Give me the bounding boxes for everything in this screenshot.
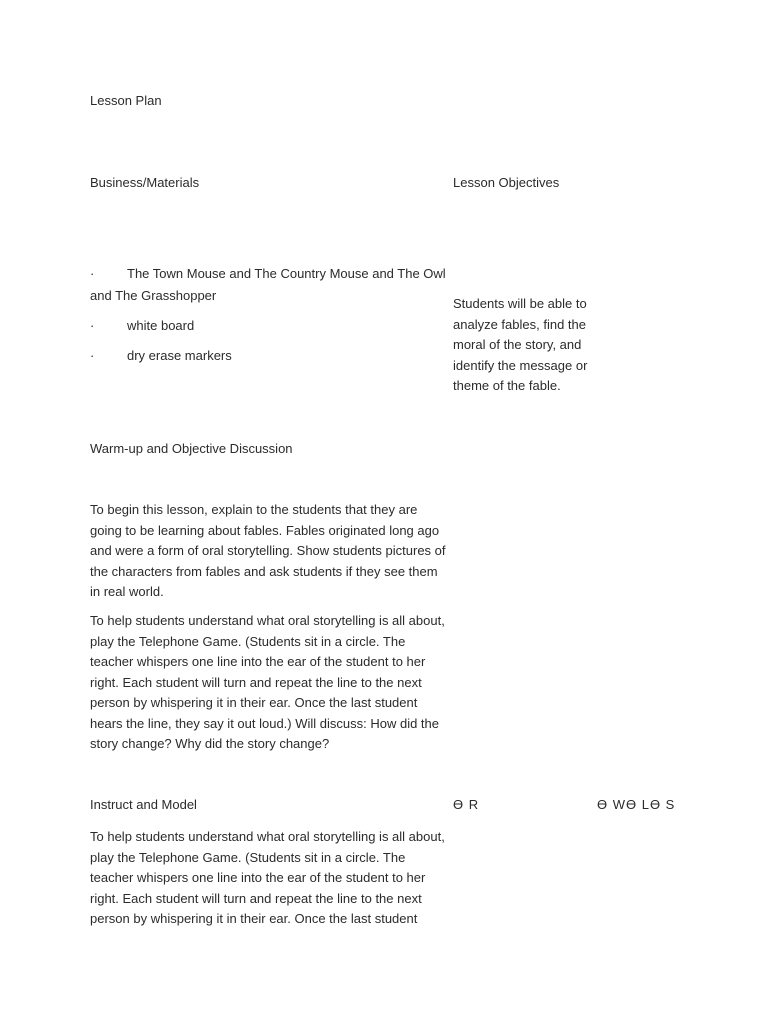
warm-up-paragraph-2	[90, 611, 445, 755]
text-line: person by whispering it in their ear. Once the last student	[90, 911, 418, 926]
text-line: theme of the fable.	[453, 378, 561, 393]
text-line: teacher whispers one line into the ear of the student to her	[90, 654, 426, 669]
business-materials-heading: Business/Materials	[90, 175, 200, 190]
instruct-model-paragraph	[90, 827, 445, 930]
bullet-icon: ·	[90, 266, 95, 281]
text-line: play the Telephone Game. (Students sit in a circle. The	[90, 633, 406, 649]
text-line: in real world.	[90, 584, 164, 599]
text-line: going to be learning about fables. Fables originated long ago	[90, 522, 440, 538]
text-line: hears the line, they say it out loud.) Will discuss: How did the	[90, 715, 439, 731]
text-line: moral of the story, and	[453, 337, 582, 352]
lesson-objectives-text	[453, 294, 587, 397]
column-2-heading: ϴ R	[453, 797, 480, 812]
text-line: To help students understand what oral storytelling is all about,	[90, 613, 445, 628]
column-3-heading: ϴ Wϴ Lϴ S	[597, 797, 676, 812]
text-line: Students will be able to	[453, 296, 587, 311]
list-item-text-continued: and The Grasshopper	[90, 288, 217, 303]
text-line: the characters from fables and ask students if they see them	[90, 563, 438, 579]
warm-up-heading: Warm-up and Objective Discussion	[90, 441, 293, 456]
instruct-model-heading: Instruct and Model	[90, 797, 197, 812]
text-line: To begin this lesson, explain to the students that they are	[90, 502, 418, 517]
bullet-icon: ·	[90, 348, 95, 363]
text-line: identify the message or	[453, 357, 588, 373]
text-line: right. Each student will turn and repeat the line to the next	[90, 674, 422, 690]
text-line: and were a form of oral storytelling. Show students pictures of	[90, 543, 446, 558]
text-line: play the Telephone Game. (Students sit in a circle. The	[90, 849, 406, 865]
page-title: Lesson Plan	[90, 93, 162, 108]
list-item-text: white board	[127, 318, 195, 333]
text-line: teacher whispers one line into the ear of the student to her	[90, 870, 426, 885]
text-line: analyze fables, find the	[453, 316, 586, 332]
warm-up-paragraph-1	[90, 500, 446, 603]
list-item-text: dry erase markers	[127, 348, 232, 363]
text-line: story change? Why did the story change?	[90, 736, 330, 751]
text-line: person by whispering it in their ear. Once the last student	[90, 695, 418, 710]
bullet-icon: ·	[90, 318, 95, 333]
lesson-objectives-heading: Lesson Objectives	[453, 175, 560, 190]
list-item-text: The Town Mouse and The Country Mouse and The Owl	[127, 266, 446, 281]
text-line: right. Each student will turn and repeat the line to the next	[90, 890, 422, 906]
text-line: To help students understand what oral storytelling is all about,	[90, 829, 445, 844]
